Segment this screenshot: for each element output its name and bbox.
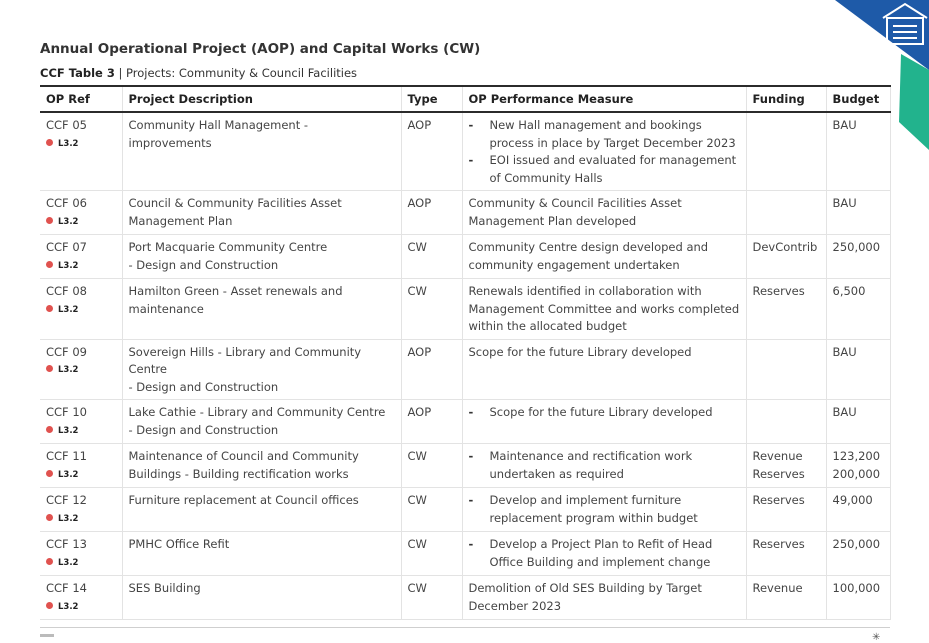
caption-separator: |	[114, 66, 127, 80]
level-label: L3.2	[58, 138, 79, 149]
description-line: Community Hall Management -	[128, 118, 309, 132]
sparkle-icon: ✳	[872, 632, 881, 643]
cell-type: AOP	[401, 400, 462, 444]
cell-performance-measure	[462, 112, 746, 191]
projects-table	[40, 85, 891, 620]
measure-text: Renewals identified in collaboration with Management Committee and works completed within the allocated budget	[468, 284, 740, 333]
op-ref: CCF 13	[46, 537, 87, 551]
cell-op-ref	[40, 532, 122, 576]
cell-funding	[746, 339, 826, 400]
funding-source: Reserves	[752, 284, 805, 298]
description-line: Council & Community Facilities Asset	[128, 196, 342, 210]
status-dot	[46, 514, 53, 521]
measure-item: - Maintenance and rectification work undertaken as required	[469, 448, 740, 483]
table-header-row	[40, 86, 890, 112]
level-badge	[46, 511, 116, 529]
measure-list	[469, 448, 740, 483]
status-dot	[46, 365, 53, 372]
measure-text: Community & Council Facilities Asset Management Plan developed	[468, 196, 682, 228]
cell-op-ref	[40, 444, 122, 488]
cell-performance-measure	[462, 532, 746, 576]
description-line: Sovereign Hills - Library and Community	[128, 344, 362, 359]
cell-type: CW	[401, 279, 462, 340]
header-project-description: Project Description	[122, 86, 401, 112]
level-label: L3.2	[58, 469, 79, 480]
table-row	[40, 235, 890, 279]
budget-amount: BAU	[832, 344, 857, 359]
op-ref: CCF 07	[46, 240, 87, 254]
op-ref: CCF 12	[46, 493, 87, 507]
funding-source: Reserves	[752, 493, 805, 507]
description-line: improvements	[128, 135, 212, 150]
status-dot	[46, 261, 53, 268]
budget-amount: 250,000	[832, 537, 881, 551]
level-badge	[46, 423, 116, 441]
level-badge	[46, 136, 116, 154]
level-badge	[46, 362, 116, 380]
funding-source: DevContrib	[752, 240, 818, 254]
funding-source: Revenue	[752, 581, 803, 595]
budget-amount: 49,000	[832, 493, 873, 507]
cell-type: CW	[401, 488, 462, 532]
cell-performance-measure	[462, 339, 746, 400]
description-line: maintenance	[128, 301, 204, 316]
budget-amount: 250,000	[832, 240, 881, 254]
cell-budget	[826, 576, 890, 620]
measure-list	[469, 117, 740, 187]
header-type: Type	[401, 86, 462, 112]
cell-budget	[826, 112, 890, 191]
measure-list	[469, 492, 740, 527]
level-badge	[46, 555, 116, 573]
description-line: Port Macquarie Community Centre	[128, 240, 328, 254]
header-performance-measure: OP Performance Measure	[462, 86, 746, 112]
cell-performance-measure	[462, 191, 746, 235]
table-row	[40, 400, 890, 444]
cell-type: AOP	[401, 339, 462, 400]
cell-funding	[746, 235, 826, 279]
cell-performance-measure	[462, 235, 746, 279]
table-row	[40, 576, 890, 620]
budget-amount: 100,000	[832, 581, 881, 595]
cell-op-ref	[40, 235, 122, 279]
op-ref: CCF 14	[46, 581, 87, 595]
description-line: SES Building	[128, 581, 201, 595]
table-row	[40, 279, 890, 340]
op-ref: CCF 05	[46, 118, 87, 132]
level-label: L3.2	[58, 365, 79, 375]
cell-op-ref	[40, 400, 122, 444]
measure-text: Demolition of Old SES Building by Target December 2023	[468, 581, 702, 613]
op-ref: CCF 08	[46, 284, 87, 298]
cell-performance-measure	[462, 400, 746, 444]
cell-op-ref	[40, 339, 122, 400]
description-line: Maintenance of Council and Community	[128, 449, 359, 463]
cell-funding	[746, 112, 826, 191]
cell-budget	[826, 400, 890, 444]
cell-budget	[826, 488, 890, 532]
table-body	[40, 112, 890, 620]
cell-budget	[826, 191, 890, 235]
status-dot	[46, 305, 53, 312]
op-ref: CCF 09	[46, 344, 87, 359]
table-caption	[40, 66, 357, 80]
table-row	[40, 191, 890, 235]
cell-performance-measure	[462, 576, 746, 620]
op-ref: CCF 06	[46, 196, 87, 210]
status-dot	[46, 217, 53, 224]
cell-project-description	[122, 400, 401, 444]
budget-amount: 200,000	[832, 466, 881, 481]
cell-budget	[826, 339, 890, 400]
budget-amount: BAU	[832, 118, 857, 132]
measure-list	[469, 404, 740, 422]
op-ref: CCF 10	[46, 405, 87, 419]
cell-funding	[746, 576, 826, 620]
level-label: L3.2	[58, 216, 79, 227]
cell-funding	[746, 279, 826, 340]
op-ref: CCF 11	[46, 449, 87, 463]
description-line: Lake Cathie - Library and Community Centre	[128, 405, 386, 419]
status-dot	[46, 558, 53, 565]
measure-item: - EOI issued and evaluated for management of Community Halls	[469, 152, 740, 187]
measure-item: - Develop and implement furniture replacement program within budget	[469, 492, 740, 527]
description-line: - Design and Construction	[128, 379, 279, 394]
level-label: L3.2	[58, 601, 79, 612]
cell-project-description	[122, 112, 401, 191]
measure-item: - New Hall management and bookings process in place by Target December 2023	[469, 117, 740, 152]
description-line: Buildings - Building rectification works	[128, 466, 349, 481]
description-line: - Design and Construction	[128, 257, 279, 272]
table-row	[40, 488, 890, 532]
cell-project-description	[122, 532, 401, 576]
level-badge	[46, 258, 116, 276]
header-funding: Funding	[746, 86, 826, 112]
description-line: Hamilton Green - Asset renewals and	[128, 284, 343, 298]
cell-type: CW	[401, 444, 462, 488]
measure-list	[469, 536, 740, 571]
level-label: L3.2	[58, 557, 79, 568]
budget-amount: 6,500	[832, 284, 866, 298]
cell-type: CW	[401, 532, 462, 576]
cell-project-description	[122, 235, 401, 279]
cell-type: AOP	[401, 191, 462, 235]
budget-amount: BAU	[832, 196, 857, 210]
cell-funding	[746, 444, 826, 488]
status-dot	[46, 470, 53, 477]
table-row	[40, 532, 890, 576]
cell-type: CW	[401, 235, 462, 279]
status-dot	[46, 602, 53, 609]
description-line: Furniture replacement at Council offices	[128, 493, 359, 507]
cell-project-description	[122, 576, 401, 620]
status-dot	[46, 139, 53, 146]
cell-funding	[746, 191, 826, 235]
table-ref: CCF Table 3	[40, 66, 115, 80]
cell-op-ref	[40, 576, 122, 620]
budget-amount: 123,200	[832, 449, 881, 463]
table-row	[40, 112, 890, 191]
cell-performance-measure	[462, 488, 746, 532]
cell-project-description	[122, 191, 401, 235]
cell-op-ref	[40, 488, 122, 532]
funding-source: Reserves	[752, 466, 805, 481]
cell-budget	[826, 532, 890, 576]
cell-funding	[746, 400, 826, 444]
level-label: L3.2	[58, 260, 79, 271]
cell-op-ref	[40, 191, 122, 235]
cell-performance-measure	[462, 444, 746, 488]
header-op-ref: OP Ref	[40, 86, 122, 112]
description-line: - Design and Construction	[128, 422, 279, 437]
cell-funding	[746, 532, 826, 576]
measure-text: Community Centre design developed and community engagement undertaken	[468, 240, 709, 272]
cell-type: CW	[401, 576, 462, 620]
table-caption-text: Projects: Community & Council Facilities	[126, 66, 358, 80]
cell-type: AOP	[401, 112, 462, 191]
level-label: L3.2	[58, 425, 79, 436]
description-line: Management Plan	[128, 213, 233, 228]
measure-item: - Scope for the future Library developed	[469, 404, 740, 422]
description-line: Centre	[128, 362, 167, 376]
cell-budget	[826, 235, 890, 279]
cell-project-description	[122, 339, 401, 400]
level-label: L3.2	[58, 513, 79, 524]
footer-page-mark	[40, 634, 54, 637]
cell-project-description	[122, 488, 401, 532]
measure-item: - Develop a Project Plan to Refit of Head Office Building and implement change	[469, 536, 740, 571]
cell-performance-measure	[462, 279, 746, 340]
document-title: Annual Operational Project (AOP) and Capital Works (CW)	[40, 41, 481, 57]
budget-amount: BAU	[832, 405, 857, 419]
table-row	[40, 339, 890, 400]
table-row	[40, 444, 890, 488]
funding-source: Reserves	[752, 537, 805, 551]
level-badge	[46, 302, 116, 320]
funding-source: Revenue	[752, 449, 803, 463]
level-label: L3.2	[58, 304, 79, 315]
cell-budget	[826, 444, 890, 488]
cell-project-description	[122, 444, 401, 488]
level-badge	[46, 599, 116, 617]
cell-budget	[826, 279, 890, 340]
cell-project-description	[122, 279, 401, 340]
status-dot	[46, 426, 53, 433]
cell-funding	[746, 488, 826, 532]
description-line: PMHC Office Refit	[128, 537, 230, 551]
cell-op-ref	[40, 279, 122, 340]
level-badge	[46, 467, 116, 485]
level-badge	[46, 214, 116, 232]
header-budget: Budget	[826, 86, 890, 112]
cell-op-ref	[40, 112, 122, 191]
footer-divider	[40, 627, 890, 628]
measure-text: Scope for the future Library developed	[468, 344, 692, 359]
